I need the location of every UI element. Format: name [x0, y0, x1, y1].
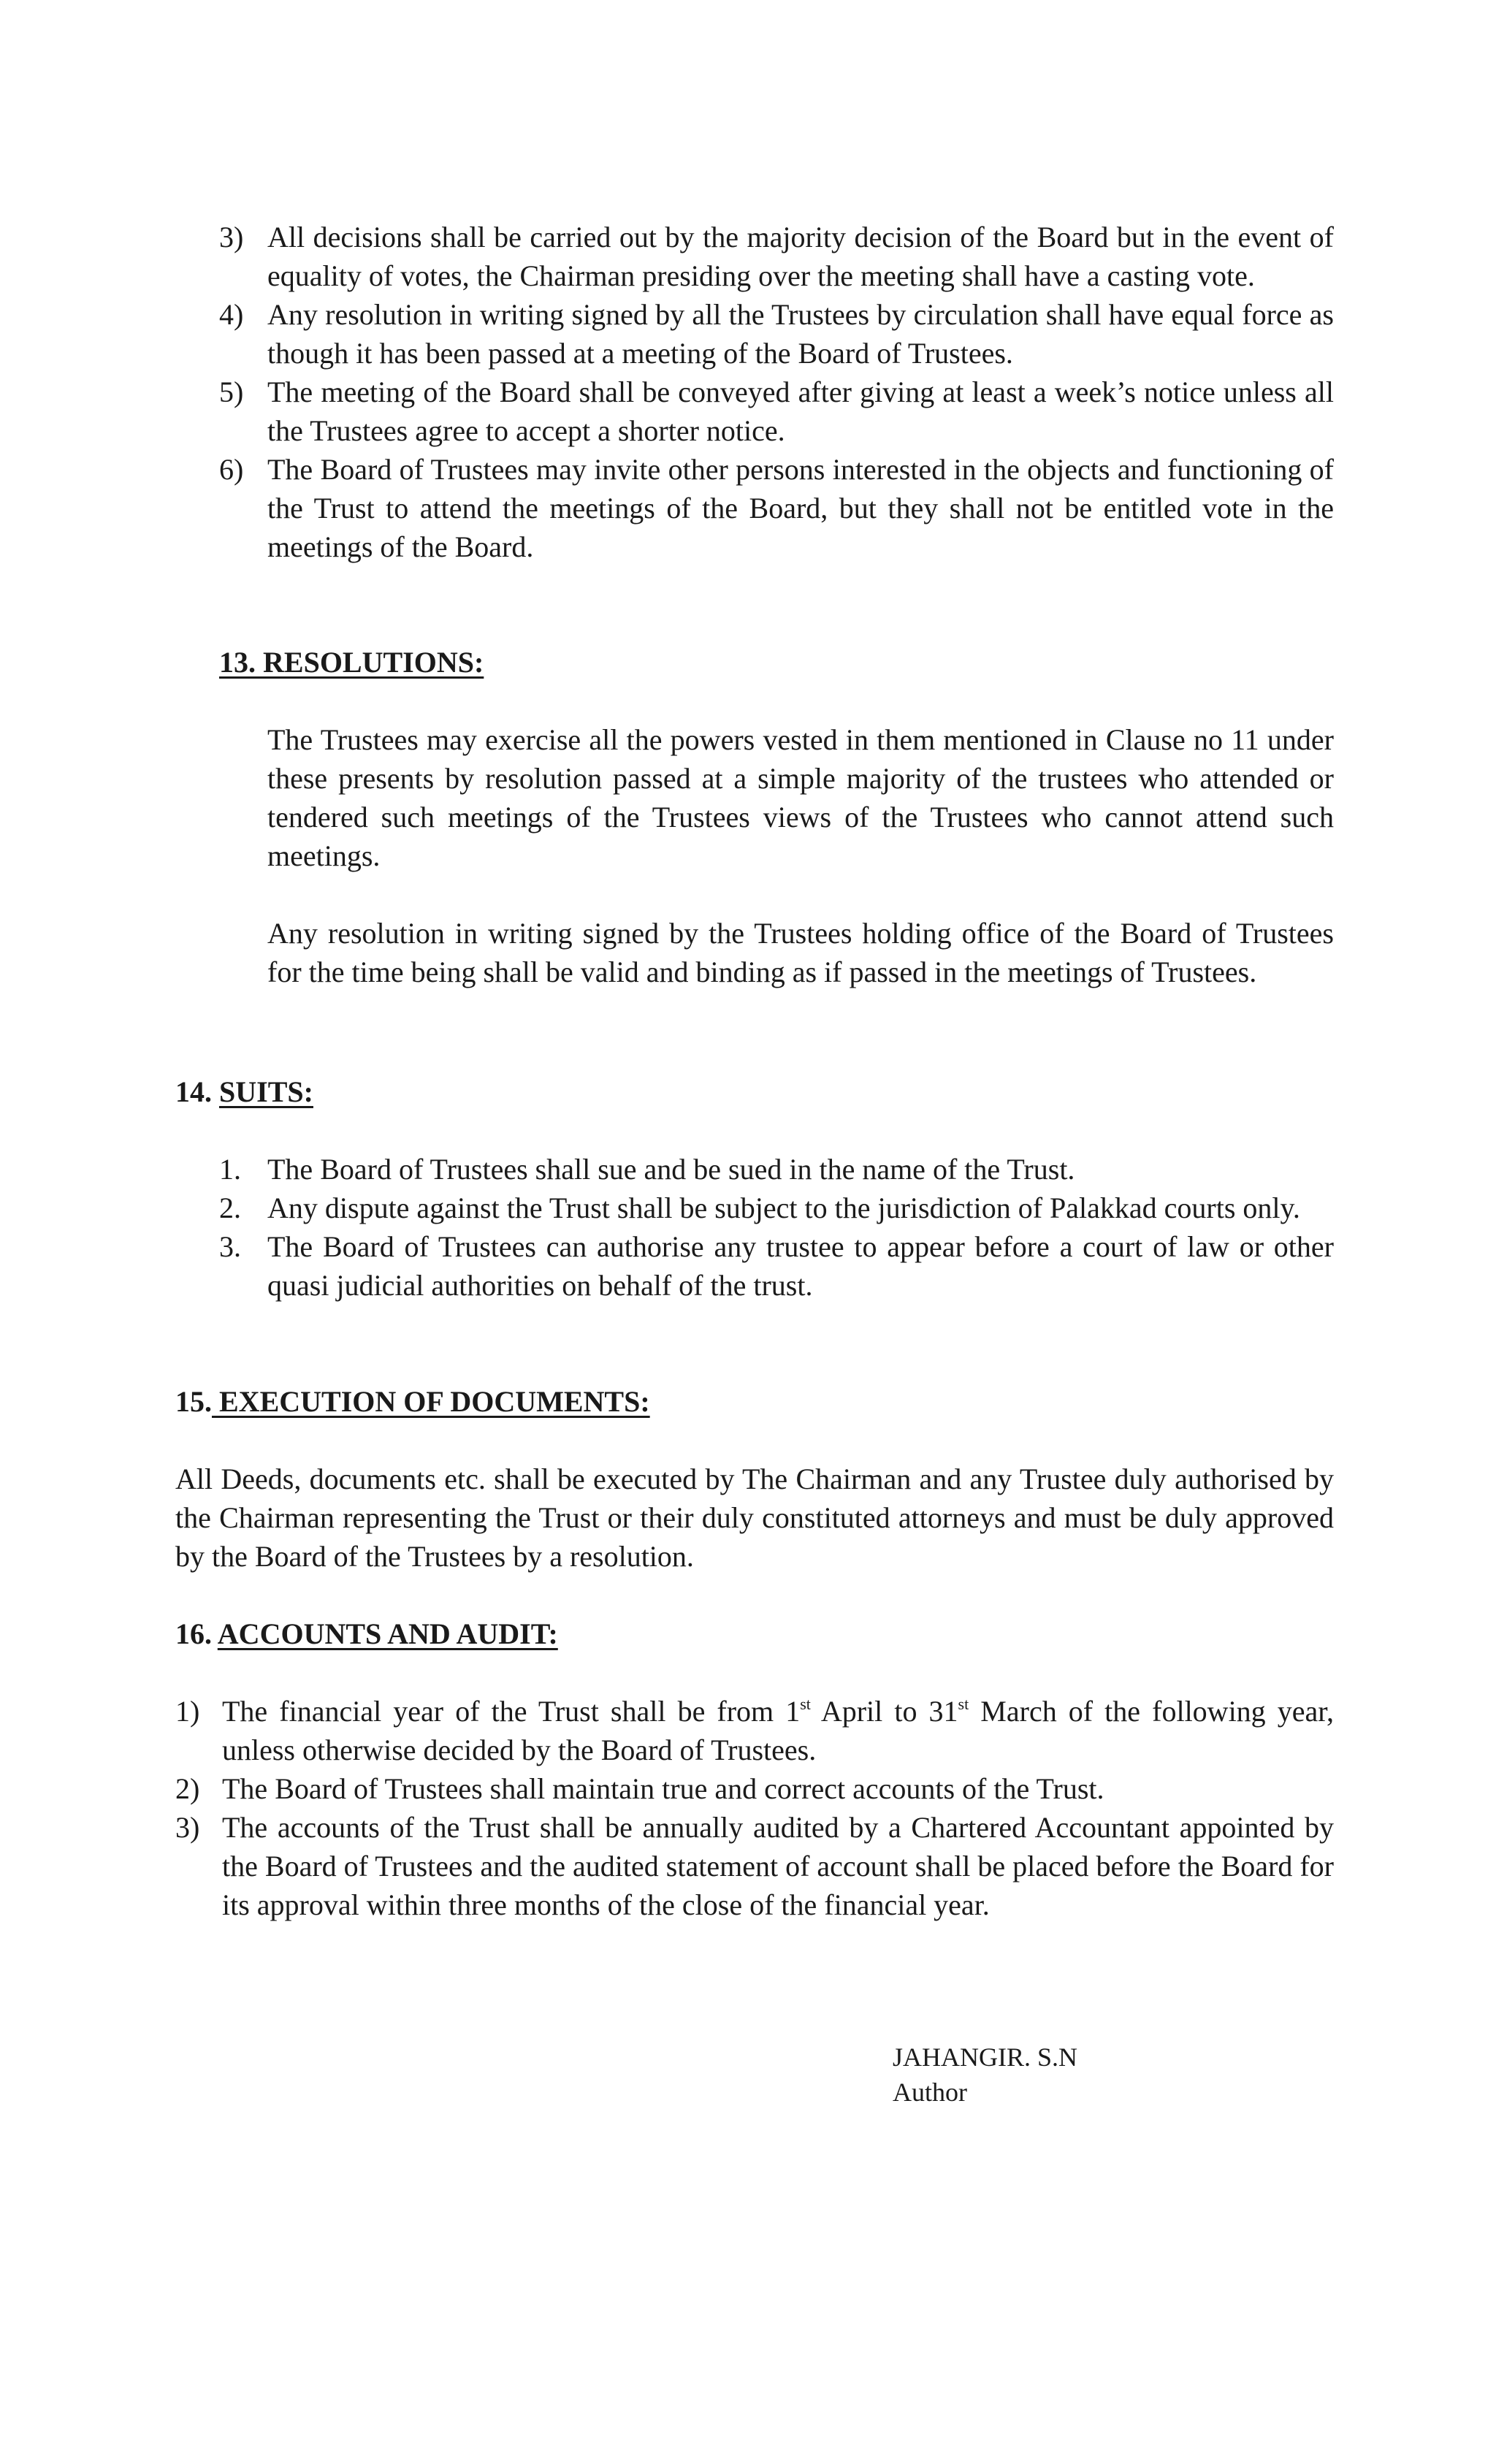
list-item-text: March of the following year, unless otherwise decided by the Board of Trustees.	[222, 1695, 1334, 1766]
list-marker: 2.	[219, 1191, 241, 1224]
list-item	[219, 1227, 1334, 1305]
list-item	[219, 450, 1334, 566]
list-item-text: The financial year of the Trust shall be from 1	[222, 1695, 801, 1728]
list-marker: 3.	[219, 1230, 241, 1263]
accounts-number: 16.	[175, 1617, 212, 1650]
list-item-text: The accounts of the Trust shall be annually audited by a Chartered Accountant appointed by the Board of Trustees and the audited statement of account shall be placed before the Board for its approval within three months of the close of the financial year.	[222, 1811, 1334, 1921]
list-item	[219, 373, 1334, 450]
execution-paragraph: All Deeds, documents etc. shall be executed by The Chairman and any Trustee duly authorised by the Chairman representing the Trust or their duly constituted attorneys and must be duly approved by the Board of the Trustees by a resolution.	[175, 1462, 1334, 1573]
list-marker: 1.	[219, 1153, 241, 1186]
section-heading-resolutions	[219, 643, 484, 682]
list-item	[219, 1150, 1334, 1189]
list-item	[175, 1808, 1334, 1924]
list-marker: 1)	[175, 1695, 200, 1728]
accounts-clauses	[175, 1692, 1334, 1924]
resolutions-paragraph-1: The Trustees may exercise all the powers vested in them mentioned in Clause no 11 under these presents by resolution passed at a simple majority of the trustees who attended or tendered such meetings of the Trustees views of the Trustees who cannot attend such meetings.	[267, 723, 1334, 872]
list-item-text: The Board of Trustees shall maintain true and correct accounts of the Trust.	[222, 1772, 1104, 1805]
suits-list	[219, 1150, 1334, 1305]
suits-number: 14.	[175, 1075, 212, 1108]
list-item-text: The Board of Trustees can authorise any trustee to appear before a court of law or other quasi judicial authorities on behalf of the trust.	[267, 1230, 1334, 1302]
list-item-text: The Board of Trustees shall sue and be sued in the name of the Trust.	[267, 1153, 1075, 1186]
signature-role: Author	[893, 2078, 967, 2107]
execution-body	[175, 1460, 1334, 1576]
section-heading-accounts	[175, 1614, 558, 1653]
signature-block	[893, 2040, 1077, 2110]
meeting-clauses	[219, 218, 1334, 566]
list-marker: 3)	[219, 221, 244, 253]
ordinal-suffix: st	[800, 1695, 811, 1713]
ordinal-suffix: st	[958, 1695, 969, 1713]
list-marker: 3)	[175, 1811, 200, 1844]
list-item	[219, 295, 1334, 373]
list-marker: 4)	[219, 298, 244, 331]
list-item-text: All decisions shall be carried out by the majority decision of the Board but in the event of equality of votes, the Chairman presiding over the meeting shall have a casting vote.	[267, 221, 1334, 292]
list-marker: 2)	[175, 1772, 200, 1805]
execution-number: 15.	[175, 1385, 212, 1418]
section-heading-suits	[175, 1072, 313, 1111]
accounts-list	[175, 1692, 1334, 1924]
accounts-title: ACCOUNTS AND AUDIT:	[217, 1617, 558, 1650]
list-item	[175, 1692, 1334, 1769]
list-item-text: The meeting of the Board shall be conveyed after giving at least a week’s notice unless all the Trustees agree to accept a shorter notice.	[267, 375, 1334, 447]
suits-clauses	[219, 1150, 1334, 1305]
signature-name: JAHANGIR. S.N	[893, 2042, 1078, 2072]
suits-title: SUITS:	[219, 1075, 313, 1108]
list-item-text: Any resolution in writing signed by all the Trustees by circulation shall have equal force as though it has been passed at a meeting of the Board of Trustees.	[267, 298, 1334, 370]
list-item	[175, 1769, 1334, 1808]
list-item-text: Any dispute against the Trust shall be subject to the jurisdiction of Palakkad courts only.	[267, 1191, 1300, 1224]
list-item-text: The Board of Trustees may invite other persons interested in the objects and functioning of the Trust to attend the meetings of the Board, but they shall not be entitled vote in the meetings of the Board.	[267, 453, 1334, 563]
list-item	[219, 1189, 1334, 1227]
section-heading-execution	[175, 1382, 650, 1421]
execution-title: EXECUTION OF DOCUMENTS:	[212, 1385, 650, 1418]
resolutions-heading-text: 13. RESOLUTIONS:	[219, 646, 484, 679]
resolutions-paragraph-2: Any resolution in writing signed by the Trustees holding office of the Board of Trustees for the time being shall be valid and binding as if passed in the meetings of Trustees.	[267, 917, 1334, 988]
list-item	[219, 218, 1334, 295]
list-marker: 6)	[219, 453, 244, 486]
list-item-text: April to 31	[810, 1695, 958, 1728]
resolutions-body	[267, 720, 1334, 991]
list-marker: 5)	[219, 375, 244, 408]
meeting-clauses-list	[219, 218, 1334, 566]
